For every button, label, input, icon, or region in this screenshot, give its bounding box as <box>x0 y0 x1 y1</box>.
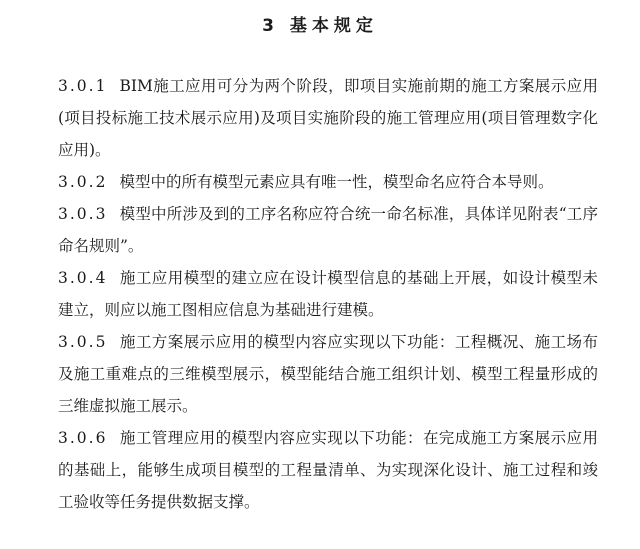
section-title: 3 基本规定 <box>262 16 378 36</box>
clause-3-0-4 <box>58 262 598 326</box>
clause-3-0-3 <box>58 198 598 262</box>
clause-number: 3.0.4 <box>58 269 108 287</box>
clause-text: 模型中所涉及到的工序名称应符合统一命名标准，具体详见附表“工序命名规则”。 <box>58 205 598 255</box>
clause-text: 施工应用模型的建立应在设计模型信息的基础上开展，如设计模型未建立，则应以施工图相应信息为基础进行建模。 <box>58 269 598 319</box>
clause-list <box>58 70 598 518</box>
clause-number: 3.0.2 <box>58 173 108 191</box>
clause-text: 施工管理应用的模型内容应实现以下功能：在完成施工方案展示应用的基础上，能够生成项目模型的工程量清单、为实现深化设计、施工过程和竣工验收等任务提供数据支撑。 <box>58 429 598 511</box>
clause-3-0-1 <box>58 70 598 166</box>
clause-number: 3.0.3 <box>58 205 108 223</box>
clause-text: BIM施工应用可分为两个阶段，即项目实施前期的施工方案展示应用(项目投标施工技术展示应用)及项目实施阶段的施工管理应用(项目管理数字化应用)。 <box>58 77 598 159</box>
clause-number: 3.0.5 <box>58 333 108 351</box>
clause-text: 施工方案展示应用的模型内容应实现以下功能：工程概况、施工场布及施工重难点的三维模型展示，模型能结合施工组织计划、模型工程量形成的三维虚拟施工展示。 <box>58 333 598 415</box>
clause-3-0-2 <box>58 166 598 198</box>
clause-3-0-5 <box>58 326 598 422</box>
clause-number: 3.0.1 <box>58 77 108 95</box>
clause-text: 模型中的所有模型元素应具有唯一性，模型命名应符合本导则。 <box>119 173 554 191</box>
clause-number: 3.0.6 <box>58 429 108 447</box>
clause-3-0-6 <box>58 422 598 518</box>
